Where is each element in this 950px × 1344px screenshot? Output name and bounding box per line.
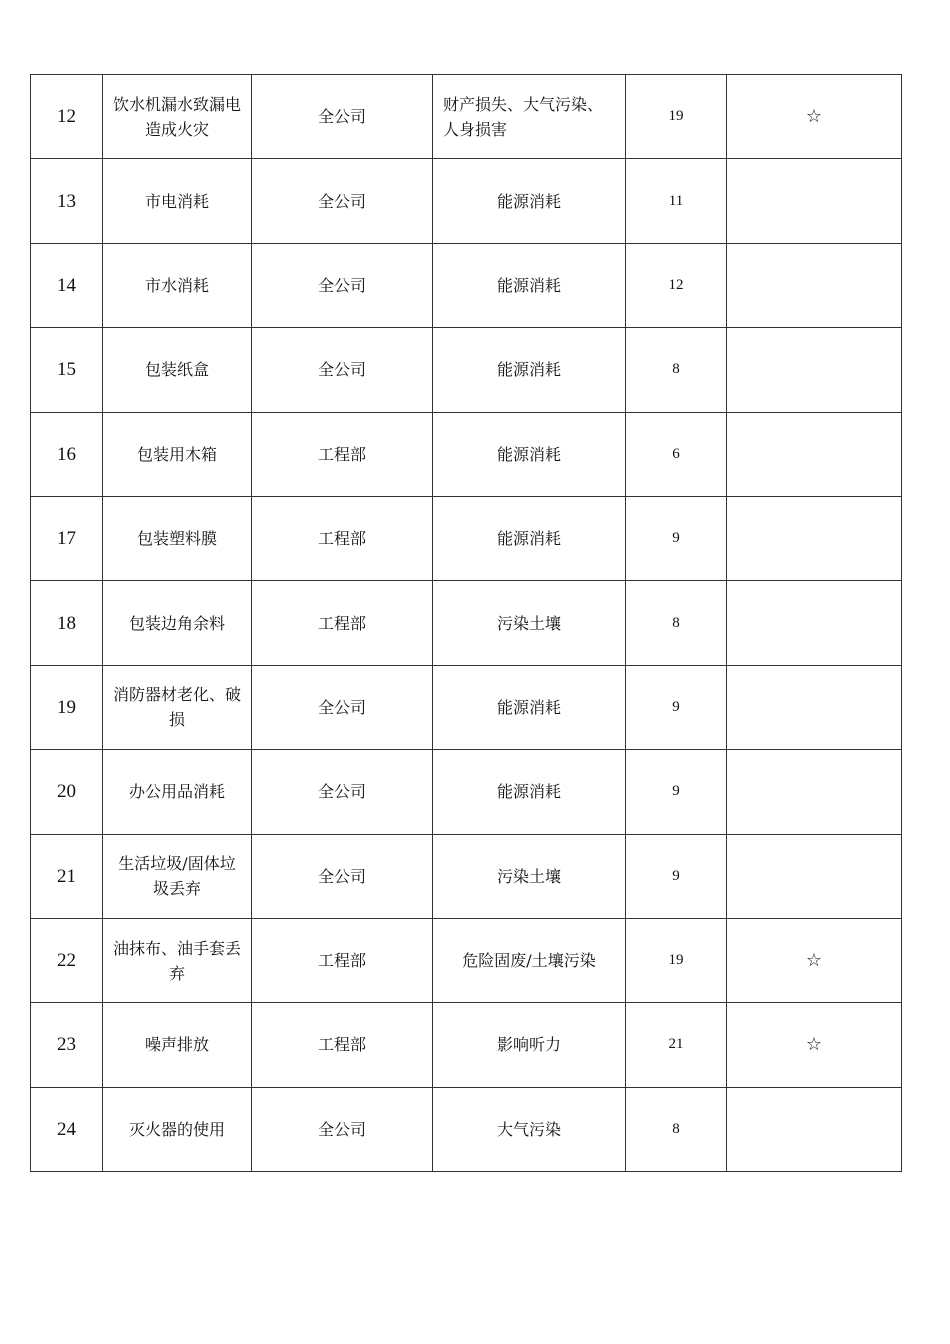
environmental-aspects-table: [30, 74, 902, 1172]
significance-cell: [727, 496, 902, 580]
department-cell: 全公司: [252, 750, 433, 834]
table-row: [31, 159, 902, 243]
row-number: 13: [31, 159, 103, 243]
aspect-cell: 生活垃圾/固体垃圾丢弃: [103, 834, 252, 918]
significance-cell: [727, 665, 902, 749]
table-row: [31, 750, 902, 834]
table-row: [31, 1003, 902, 1087]
aspect-cell: 市水消耗: [103, 243, 252, 327]
row-number: 15: [31, 328, 103, 412]
department-cell: 全公司: [252, 243, 433, 327]
score-cell: 6: [626, 412, 727, 496]
department-cell: 全公司: [252, 1087, 433, 1171]
row-number: 24: [31, 1087, 103, 1171]
table-row: [31, 581, 902, 665]
significance-cell: [727, 328, 902, 412]
impact-cell: 财产损失、大气污染、人身损害: [433, 75, 626, 159]
row-number: 16: [31, 412, 103, 496]
table-row: [31, 665, 902, 749]
department-cell: 工程部: [252, 412, 433, 496]
aspect-cell: 市电消耗: [103, 159, 252, 243]
significance-cell: [727, 412, 902, 496]
score-cell: 8: [626, 328, 727, 412]
department-cell: 全公司: [252, 75, 433, 159]
score-cell: 8: [626, 581, 727, 665]
department-cell: 工程部: [252, 496, 433, 580]
significance-cell: [727, 1087, 902, 1171]
score-cell: 12: [626, 243, 727, 327]
row-number: 17: [31, 496, 103, 580]
impact-cell: 污染土壤: [433, 834, 626, 918]
aspect-cell: 噪声排放: [103, 1003, 252, 1087]
impact-cell: 影响听力: [433, 1003, 626, 1087]
impact-cell: 大气污染: [433, 1087, 626, 1171]
department-cell: 全公司: [252, 665, 433, 749]
significance-cell: [727, 243, 902, 327]
score-cell: 9: [626, 834, 727, 918]
significance-cell: [727, 581, 902, 665]
department-cell: 全公司: [252, 159, 433, 243]
aspect-cell: 灭火器的使用: [103, 1087, 252, 1171]
department-cell: 工程部: [252, 918, 433, 1002]
row-number: 23: [31, 1003, 103, 1087]
significance-cell: [727, 750, 902, 834]
aspect-cell: 饮水机漏水致漏电造成火灾: [103, 75, 252, 159]
aspect-cell: 包装用木箱: [103, 412, 252, 496]
department-cell: 工程部: [252, 1003, 433, 1087]
row-number: 18: [31, 581, 103, 665]
row-number: 14: [31, 243, 103, 327]
table-row: [31, 496, 902, 580]
row-number: 22: [31, 918, 103, 1002]
department-cell: 全公司: [252, 834, 433, 918]
aspect-cell: 包装塑料膜: [103, 496, 252, 580]
aspect-cell: 油抹布、油手套丢弃: [103, 918, 252, 1002]
aspect-cell: 包装纸盒: [103, 328, 252, 412]
impact-cell: 能源消耗: [433, 243, 626, 327]
aspect-cell: 包装边角余料: [103, 581, 252, 665]
impact-cell: 能源消耗: [433, 750, 626, 834]
score-cell: 19: [626, 918, 727, 1002]
table-row: [31, 243, 902, 327]
significance-star-icon: ☆: [727, 75, 902, 159]
score-cell: 9: [626, 496, 727, 580]
row-number: 21: [31, 834, 103, 918]
table-row: [31, 75, 902, 159]
score-cell: 9: [626, 665, 727, 749]
table-row: [31, 328, 902, 412]
aspect-cell: 消防器材老化、破损: [103, 665, 252, 749]
impact-cell: 危险固废/土壤污染: [433, 918, 626, 1002]
score-cell: 19: [626, 75, 727, 159]
department-cell: 全公司: [252, 328, 433, 412]
impact-cell: 能源消耗: [433, 665, 626, 749]
score-cell: 9: [626, 750, 727, 834]
impact-cell: 能源消耗: [433, 328, 626, 412]
row-number: 20: [31, 750, 103, 834]
impact-cell: 能源消耗: [433, 159, 626, 243]
impact-cell: 污染土壤: [433, 581, 626, 665]
table-row: [31, 412, 902, 496]
aspect-cell: 办公用品消耗: [103, 750, 252, 834]
score-cell: 21: [626, 1003, 727, 1087]
score-cell: 11: [626, 159, 727, 243]
significance-cell: [727, 834, 902, 918]
table-row: [31, 918, 902, 1002]
significance-cell: [727, 159, 902, 243]
row-number: 19: [31, 665, 103, 749]
impact-cell: 能源消耗: [433, 412, 626, 496]
table-row: [31, 1087, 902, 1171]
significance-star-icon: ☆: [727, 918, 902, 1002]
department-cell: 工程部: [252, 581, 433, 665]
significance-star-icon: ☆: [727, 1003, 902, 1087]
table-row: [31, 834, 902, 918]
row-number: 12: [31, 75, 103, 159]
score-cell: 8: [626, 1087, 727, 1171]
impact-cell: 能源消耗: [433, 496, 626, 580]
